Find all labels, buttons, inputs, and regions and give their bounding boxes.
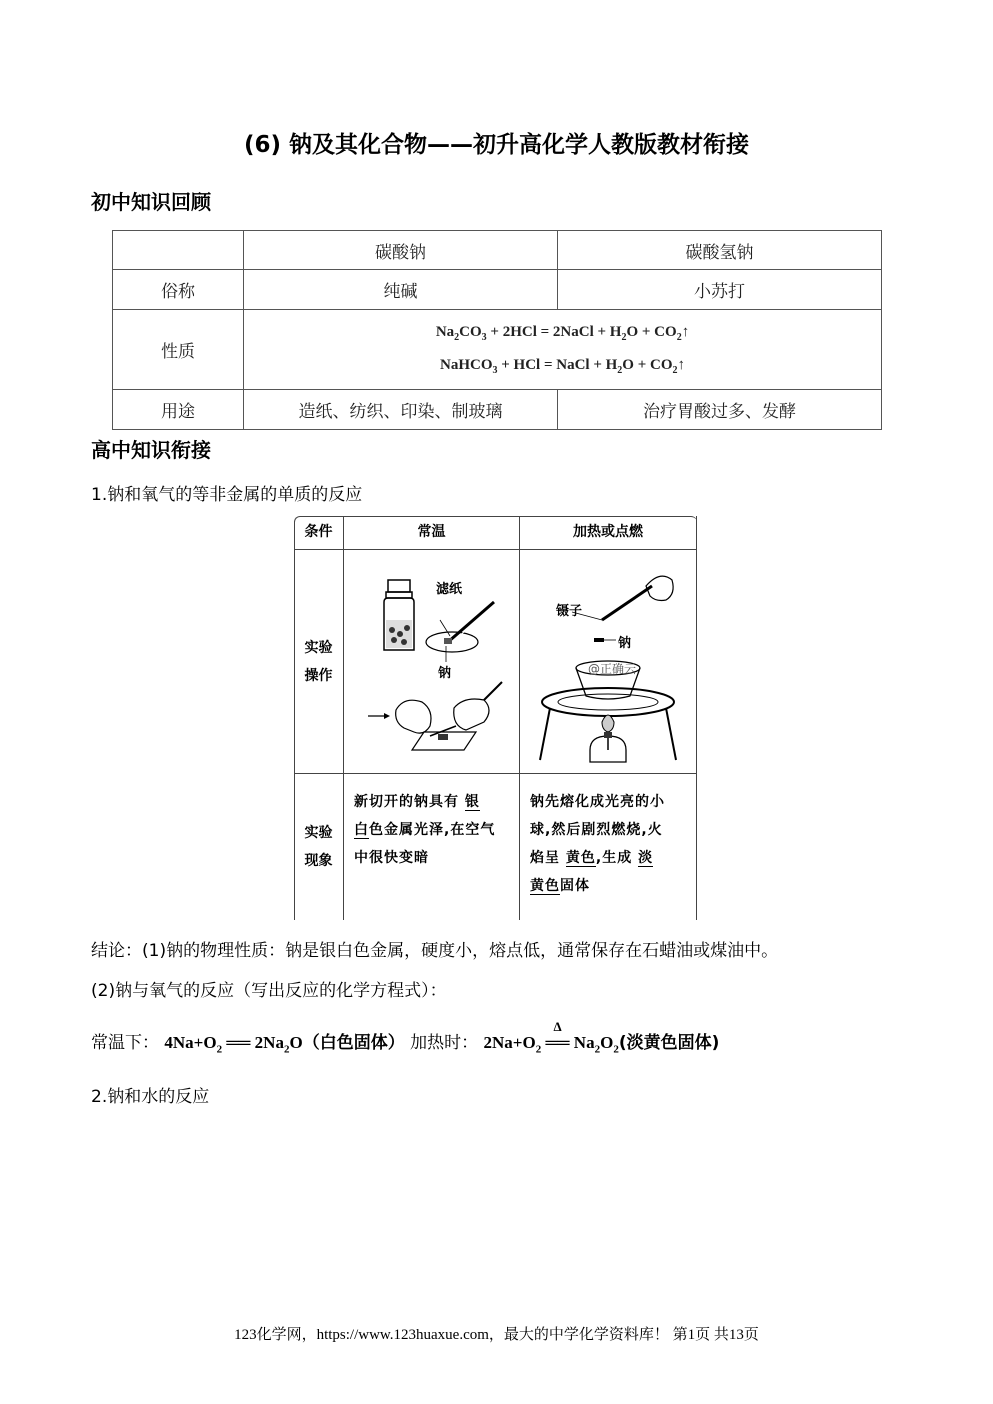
item-2-heading: 2.钠和水的反应 — [91, 1087, 210, 1107]
fig-head-condition: 条件 — [294, 516, 344, 550]
table-head-nahco3: 碳酸氢钠 — [558, 231, 882, 270]
label-sodium-2: 钠 — [618, 636, 632, 651]
cell-reactions — [244, 310, 882, 390]
fig-head-heat: 加热或点燃 — [520, 516, 697, 550]
page-title: (6) 钠及其化合物——初升高化学人教版教材衔接 — [243, 132, 750, 158]
row-label-common-name: 俗称 — [113, 270, 244, 310]
section-heading-review: 初中知识回顾 — [91, 190, 211, 214]
item-1-heading: 1.钠和氧气的等非金属的单质的反应 — [91, 485, 363, 505]
fig-obs-heat: 钠先熔化成光亮的小 球,然后剧烈燃烧,火 焰呈 黄色,生成 淡 黄色固体 — [520, 774, 697, 920]
table-head-empty — [113, 231, 244, 270]
label-sodium-1: 钠 — [438, 666, 452, 681]
sodium-oxygen-figure — [294, 516, 697, 920]
equation-normal-temp: $4Na+O_2$ ══ $2Na_2O$ — [164, 1033, 303, 1056]
conclusion-physical: 结论：(1)钠的物理性质：钠是银白色金属，硬度小，熔点低，通常保存在石蜡油或煤油中。 — [91, 941, 779, 961]
label-tweezers: 镊子 — [556, 604, 583, 619]
fig-op-normal — [344, 550, 520, 774]
fig-obs-normal: 新切开的钠具有 银 白色金属光泽,在空气 中很快变暗 — [344, 774, 520, 920]
note-pale-yellow-solid: (淡黄色固体) — [618, 1033, 720, 1053]
section-heading-link: 高中知识衔接 — [91, 438, 211, 462]
equation-na2co3: $Na_2CO_3 + 2HCl$ = 2NaCl + $H_2O$ + $CO_2↑$ — [435, 323, 690, 343]
table-head-na2co3: 碳酸钠 — [244, 231, 558, 270]
normal-temp-apparatus-illustration — [344, 550, 520, 774]
row-label-property: 性质 — [113, 310, 244, 390]
equation-heating: $2Na+O_2$ ══ Δ $Na_2O_2$ — [483, 1019, 619, 1056]
page-footer: 123化学网，https://www.123huaxue.com，最大的中学化学资料库！ 第1页 共13页 — [234, 1327, 759, 1343]
row-label-use: 用途 — [113, 390, 244, 430]
cell-nahco3-name: 小苏打 — [558, 270, 882, 310]
cell-na2co3-use: 造纸、纺织、印染、制玻璃 — [244, 390, 558, 430]
label-heating: 加热时： — [410, 1033, 479, 1053]
fig-side-operation: 实验 操作 — [294, 550, 344, 774]
label-normal-temp: 常温下： — [91, 1033, 159, 1053]
watermark: @正确云 — [588, 662, 637, 676]
note-white-solid: （白色固体） — [302, 1033, 405, 1053]
equations-line — [91, 1019, 720, 1056]
fig-side-observation: 实验 现象 — [294, 774, 344, 920]
fig-op-heat — [520, 550, 697, 774]
carbonate-table — [112, 230, 882, 430]
fig-head-normal: 常温 — [344, 516, 520, 550]
cell-na2co3-name: 纯碱 — [244, 270, 558, 310]
equation-nahco3: NaHCO$_3$ + HCl = NaCl + $H_2O$ + $CO_2↑$ — [439, 356, 686, 376]
cell-nahco3-use: 治疗胃酸过多、发酵 — [558, 390, 882, 430]
label-filter-paper: 滤纸 — [436, 582, 463, 597]
conclusion-oxygen-reaction: (2)钠与氧气的反应（写出反应的化学方程式）： — [91, 981, 447, 1001]
